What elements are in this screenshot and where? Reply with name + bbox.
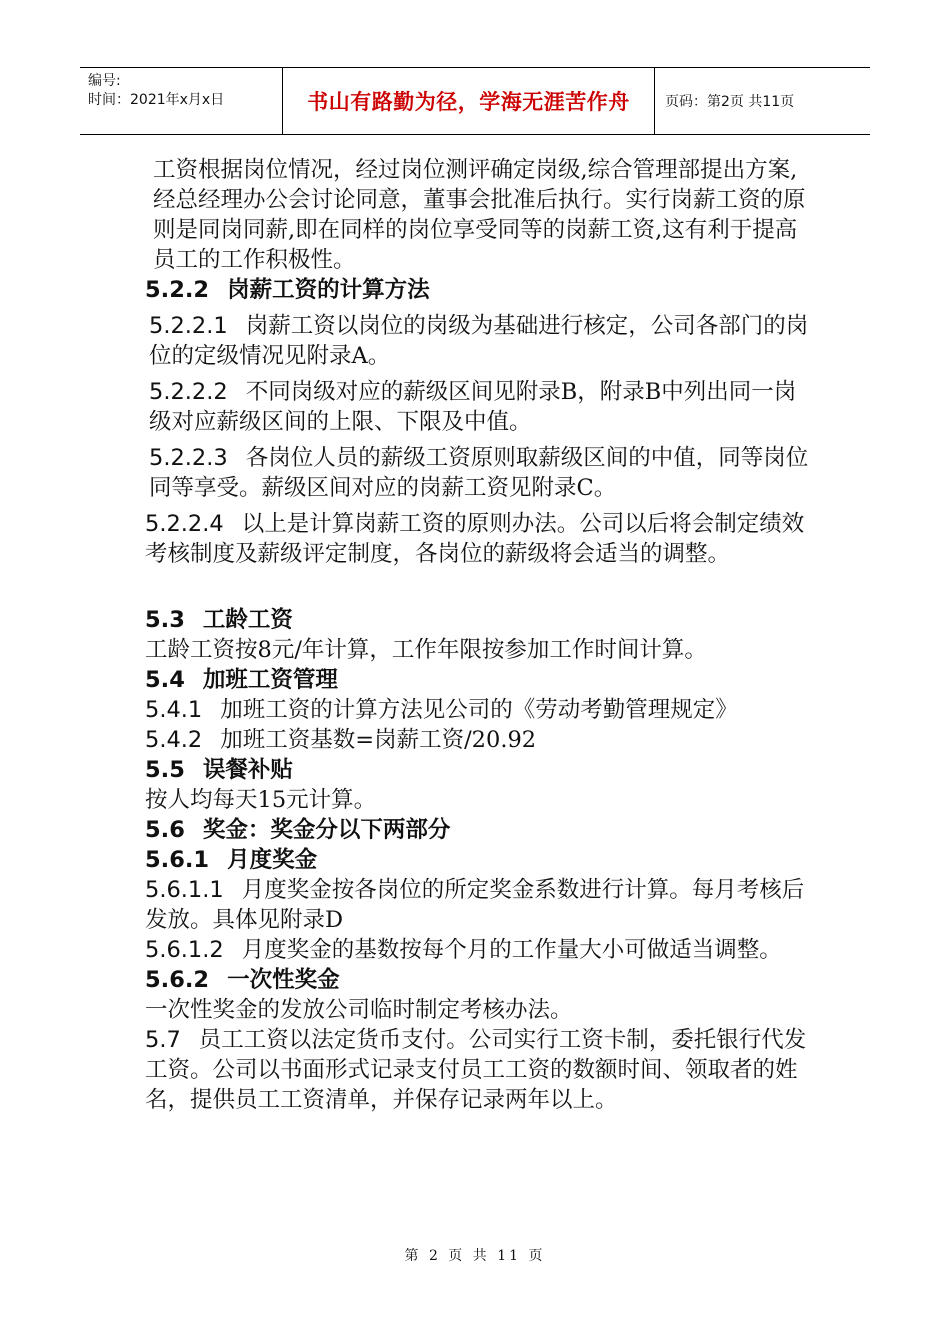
- section-heading-5-6-1: 5.6.1 月度奖金: [145, 847, 318, 873]
- number-label: 编号:: [88, 73, 121, 89]
- clause-5-2-2-3: 5.2.2.3 各岗位人员的薪级工资原则取薪级区间的中值，同等岗位同等享受。薪级区间对应的岗薪工资见附录C。: [149, 445, 809, 501]
- paragraph-seniority-pay: 工龄工资按8元/年计算，工作年限按参加工作时间计算。: [145, 637, 707, 663]
- date-label: 时间：2021年x月x日: [88, 92, 225, 108]
- page-header: [80, 67, 870, 135]
- section-heading-5-4: 5.4 加班工资管理: [145, 667, 338, 693]
- clause-5-6-1-1: 5.6.1.1 月度奖金按各岗位的所定奖金系数进行计算。每月考核后发放。具体见附录D: [145, 877, 805, 933]
- document-body: [145, 155, 815, 1115]
- header-page-number: 页码：第2页 共11页: [665, 94, 795, 110]
- clause-5-4-1: 5.4.1 加班工资的计算方法见公司的《劳动考勤管理规定》: [145, 697, 738, 723]
- paragraph-meal-allowance: 按人均每天15元计算。: [145, 787, 377, 813]
- section-heading-5-6-2: 5.6.2 一次性奖金: [145, 967, 340, 993]
- section-heading-5-2-2: 5.2.2 岗薪工资的计算方法: [145, 277, 430, 303]
- section-heading-5-3: 5.3 工龄工资: [145, 607, 293, 633]
- section-heading-5-6: 5.6 奖金：奖金分以下两部分: [145, 817, 451, 843]
- clause-5-7: 5.7 员工工资以法定货币支付。公司实行工资卡制，委托银行代发工资。公司以书面形式记录支付员工工资的数额时间、领取者的姓名，提供员工工资清单，并保存记录两年以上。: [145, 1027, 807, 1113]
- clause-5-6-1-2: 5.6.1.2 月度奖金的基数按每个月的工作量大小可做适当调整。: [145, 937, 782, 963]
- paragraph-one-time-bonus: 一次性奖金的发放公司临时制定考核办法。: [145, 997, 573, 1023]
- clause-5-2-2-1: 5.2.2.1 岗薪工资以岗位的岗级为基础进行核定，公司各部门的岗位的定级情况见附录A。: [149, 313, 809, 369]
- paragraph-intro: 工资根据岗位情况，经过岗位测评确定岗级,综合管理部提出方案,经总经理办公会讨论同意，董事会批准后执行。实行岗薪工资的原则是同岗同薪,即在同样的岗位享受同等的岗薪工资,这有利于提高员工的工作积极性。: [153, 157, 806, 273]
- clause-5-4-2: 5.4.2 加班工资基数=岗薪工资/20.92: [145, 727, 537, 753]
- header-motto: 书山有路勤为径，学海无涯苦作舟: [283, 68, 655, 134]
- page-footer: 第 2 页 共 11 页: [404, 1248, 546, 1264]
- clause-5-2-2-4: 5.2.2.4 以上是计算岗薪工资的原则办法。公司以后将会制定绩效考核制度及薪级评定制度，各岗位的薪级将会适当的调整。: [145, 511, 805, 567]
- clause-5-2-2-2: 5.2.2.2 不同岗级对应的薪级区间见附录B，附录B中列出同一岗级对应薪级区间的上限、下限及中值。: [149, 379, 797, 435]
- section-heading-5-5: 5.5 误餐补贴: [145, 757, 293, 783]
- header-meta: [80, 68, 283, 134]
